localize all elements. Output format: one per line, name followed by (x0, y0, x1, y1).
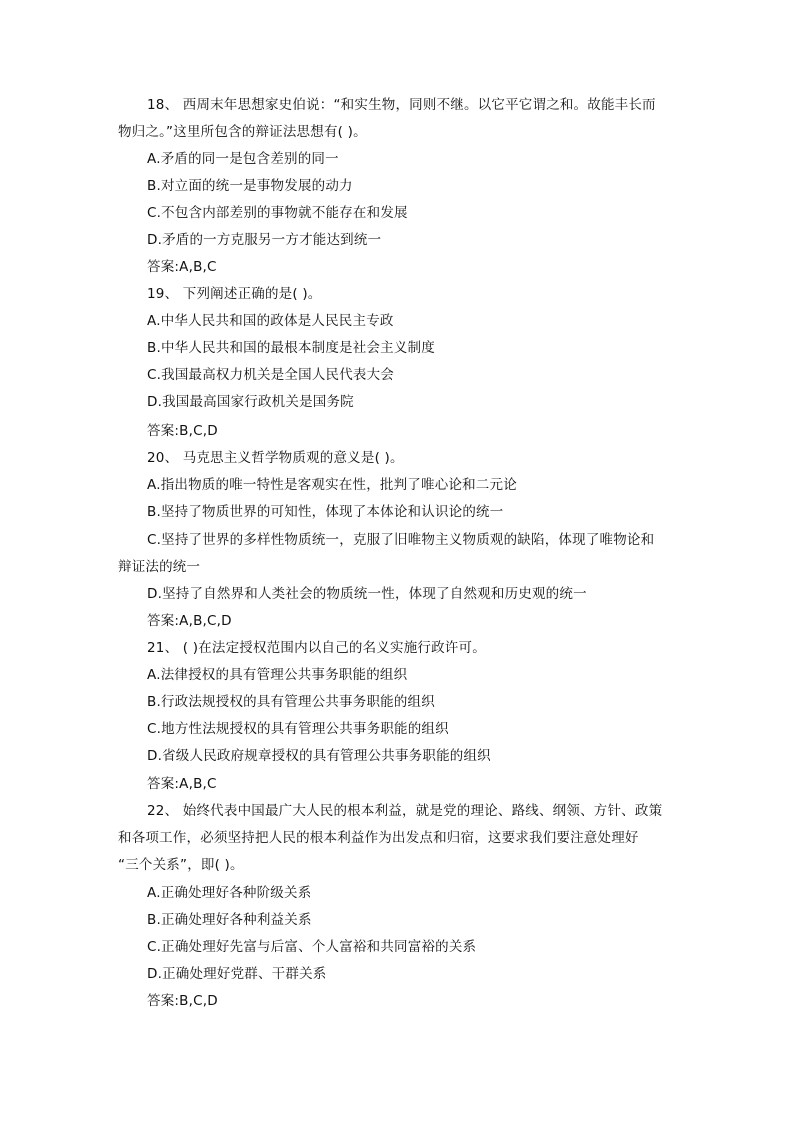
question-22-line-1: 22、 始终代表中国最广大人民的根本利益，就是党的理论、路线、纲领、方针、政策 (147, 803, 663, 819)
question-22-option-b: B.正确处理好各种利益关系 (147, 912, 312, 928)
question-22-option-d: D.正确处理好党群、干群关系 (147, 966, 327, 982)
question-19-line-1: 19、 下列阐述正确的是( )。 (147, 286, 322, 302)
question-21-option-b: B.行政法规授权的具有管理公共事务职能的组织 (147, 694, 435, 710)
question-21-line-1: 21、 ( )在法定授权范围内以自己的名义实施行政许可。 (147, 640, 486, 656)
question-21-option-c: C.地方性法规授权的具有管理公共事务职能的组织 (147, 721, 449, 737)
question-20-answer: 答案:A,B,C,D (147, 613, 232, 629)
question-20-option-c: C.坚持了世界的多样性物质统一，克服了旧唯物主义物质观的缺陷，体现了唯物论和 (147, 532, 655, 548)
question-18-option-c: C.不包含内部差别的事物就不能存在和发展 (147, 205, 408, 221)
question-18-option-a: A.矛盾的同一是包含差别的同一 (147, 151, 339, 167)
question-21-option-d: D.省级人民政府规章授权的具有管理公共事务职能的组织 (147, 748, 491, 764)
question-22-option-a: A.正确处理好各种阶级关系 (147, 885, 312, 901)
question-18-answer: 答案:A,B,C (147, 259, 217, 275)
question-22-line-3: “三个关系”，即( )。 (118, 857, 244, 873)
question-18-option-d: D.矛盾的一方克服另一方才能达到统一 (147, 232, 382, 248)
question-19-answer: 答案:B,C,D (147, 423, 218, 439)
question-19-option-b: B.中华人民共和国的最根本制度是社会主义制度 (147, 340, 435, 356)
question-20-option-c-cont: 辩证法的统一 (118, 559, 201, 575)
question-19-option-c: C.我国最高权力机关是全国人民代表大会 (147, 367, 395, 383)
question-19-option-a: A.中华人民共和国的政体是人民民主专政 (147, 313, 394, 329)
question-20-option-d: D.坚持了自然界和人类社会的物质统一性，体现了自然观和历史观的统一 (147, 586, 587, 602)
question-18-line-1: 18、 西周末年思想家史伯说：“和实生物，同则不继。以它平它谓之和。故能丰长而 (147, 97, 656, 113)
question-22-line-2: 和各项工作，必须坚持把人民的根本利益作为出发点和归宿，这要求我们要注意处理好 (118, 830, 639, 846)
question-18-option-b: B.对立面的统一是事物发展的动力 (147, 178, 353, 194)
question-20-option-a: A.指出物质的唯一特性是客观实在性，批判了唯心论和二元论 (147, 477, 517, 493)
question-20-option-b: B.坚持了物质世界的可知性，体现了本体论和认识论的统一 (147, 504, 504, 520)
question-22-option-c: C.正确处理好先富与后富、个人富裕和共同富裕的关系 (147, 939, 477, 955)
question-21-answer: 答案:A,B,C (147, 776, 217, 792)
question-18-line-2: 物归之。”这里所包含的辩证法思想有( )。 (118, 124, 367, 140)
question-19-option-d: D.我国最高国家行政机关是国务院 (147, 394, 354, 410)
question-20-line-1: 20、 马克思主义哲学物质观的意义是( )。 (147, 450, 404, 466)
question-21-option-a: A.法律授权的具有管理公共事务职能的组织 (147, 667, 408, 683)
question-22-answer: 答案:B,C,D (147, 993, 218, 1009)
